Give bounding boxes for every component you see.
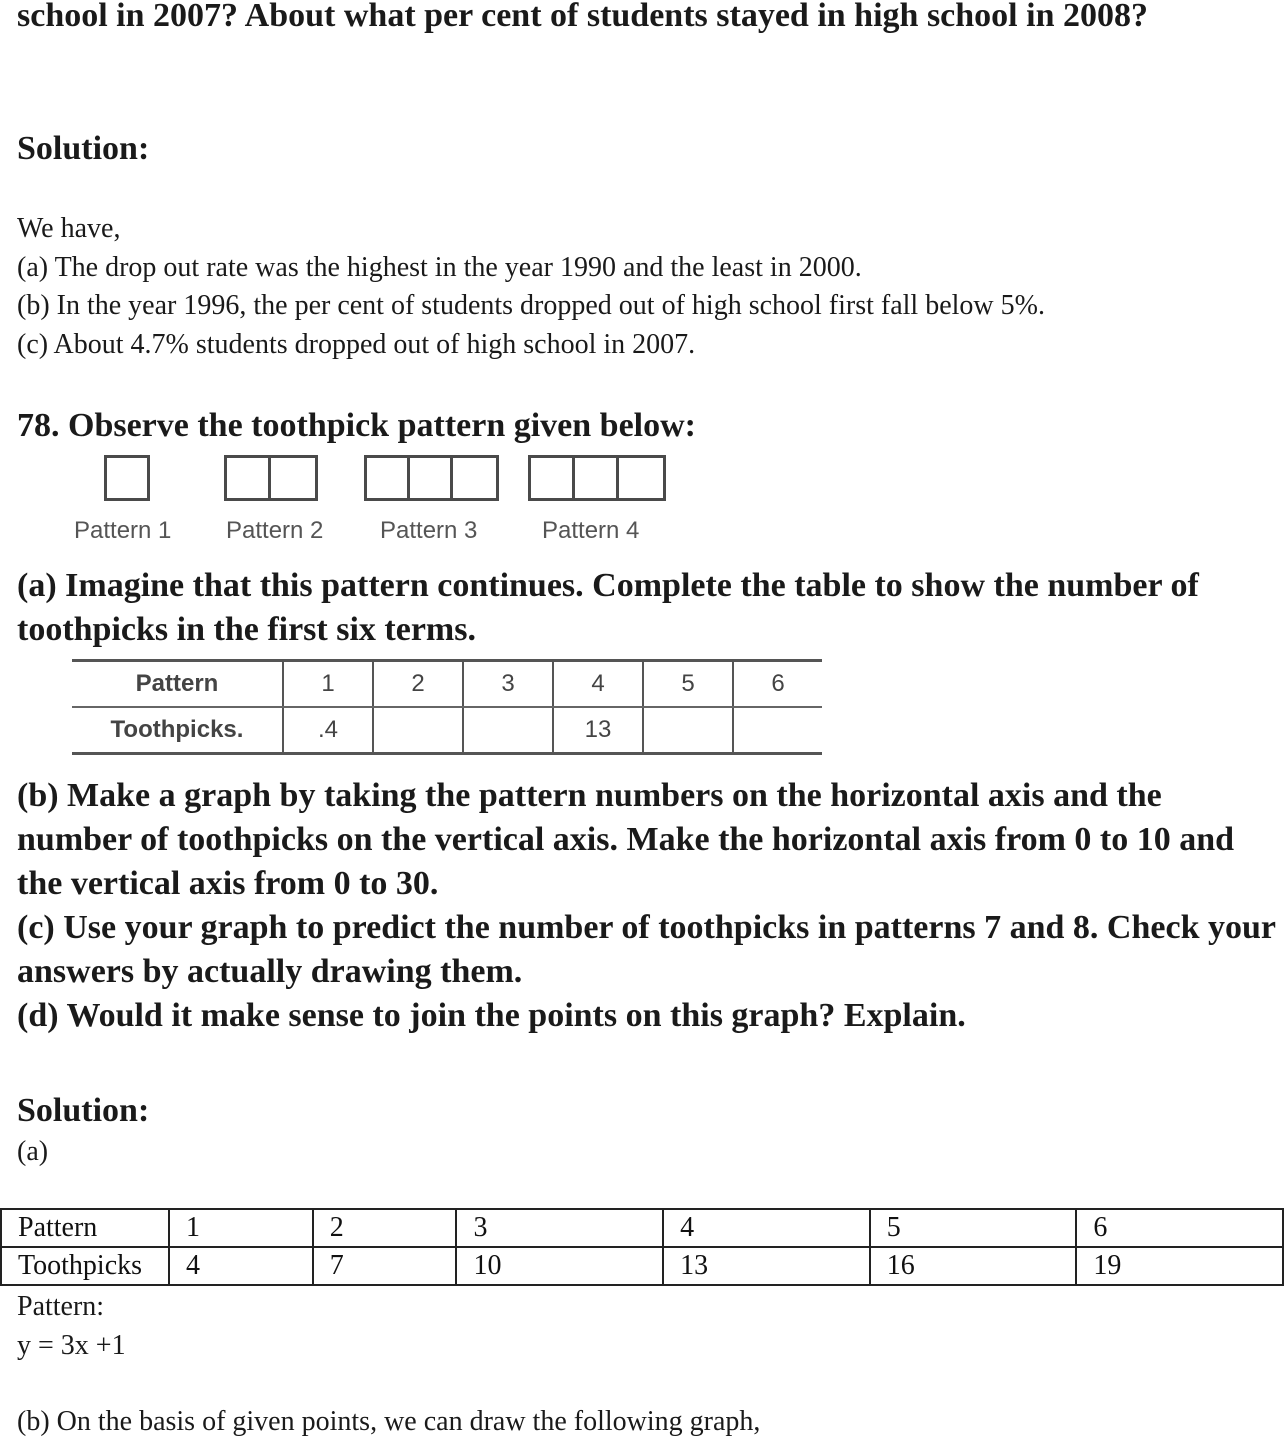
table-cell xyxy=(463,707,553,754)
square xyxy=(410,458,453,498)
table-cell: 3 xyxy=(456,1209,663,1247)
table-cell: 1 xyxy=(283,661,373,708)
table-cell: 19 xyxy=(1076,1247,1283,1285)
square xyxy=(227,458,271,498)
pattern-4-squares xyxy=(528,455,666,501)
solution-pattern-table xyxy=(0,1208,1284,1286)
pattern-label: Pattern: xyxy=(17,1291,105,1322)
table-cell: 6 xyxy=(733,661,822,708)
table-cell: 4 xyxy=(553,661,643,708)
solution-78-part-a-label: (a) xyxy=(17,1136,49,1167)
table-cell: 16 xyxy=(870,1247,1077,1285)
pattern-1-figure xyxy=(104,455,150,501)
square xyxy=(107,458,147,498)
table-cell: 4 xyxy=(169,1247,313,1285)
row-header: Toothpicks xyxy=(1,1247,169,1285)
pattern-3-squares xyxy=(364,455,499,501)
table-cell: 5 xyxy=(870,1209,1077,1247)
table-cell: 7 xyxy=(313,1247,457,1285)
square xyxy=(575,458,619,498)
solution-heading: Solution: xyxy=(17,130,150,167)
row-header: Pattern xyxy=(1,1209,169,1247)
question-78-part-c: (c) Use your graph to predict the number of toothpicks in patterns 7 and 8. Check your answers by actually drawing them. xyxy=(17,909,1276,990)
table-cell: 3 xyxy=(463,661,553,708)
solution-intro: We have, xyxy=(17,213,121,244)
table-row-pattern xyxy=(72,661,822,708)
pattern-3-figure xyxy=(364,455,499,501)
question-78-title: 78. Observe the toothpick pattern given below: xyxy=(17,407,697,444)
pattern-4-label: Pattern 4 xyxy=(542,517,640,544)
table-cell: .4 xyxy=(283,707,373,754)
question-78-parts-bcd xyxy=(17,774,1277,1038)
row-header: Pattern xyxy=(72,661,283,708)
square xyxy=(531,458,575,498)
square xyxy=(271,458,315,498)
previous-solution-body xyxy=(17,210,1045,364)
table-cell xyxy=(733,707,822,754)
solution-78-part-b: (b) On the basis of given points, we can draw the following graph, xyxy=(17,1406,761,1437)
toothpick-pattern-figure xyxy=(60,455,700,555)
table-cell: 2 xyxy=(313,1209,457,1247)
pattern-2-squares xyxy=(224,455,318,501)
pattern-4-figure xyxy=(528,455,666,501)
pattern-1-squares xyxy=(104,455,150,501)
previous-question-text: school in 2007? About what per cent of students stayed in high school in 2008? xyxy=(17,0,1148,34)
solution-line-c: (c) About 4.7% students dropped out of high school in 2007. xyxy=(17,328,696,360)
table-row-pattern xyxy=(1,1209,1283,1247)
table-cell: 5 xyxy=(643,661,733,708)
table-cell: 13 xyxy=(553,707,643,754)
table-cell: 1 xyxy=(169,1209,313,1247)
table-row-toothpicks xyxy=(1,1247,1283,1285)
table-cell: 6 xyxy=(1076,1209,1283,1247)
question-78-part-b: (b) Make a graph by taking the pattern numbers on the horizontal axis and the number of toothpicks on the vertical axis. Make the horizontal axis from 0 to 10 and the vertical axis from 0 to 30. xyxy=(17,777,1235,902)
pattern-formula-block xyxy=(17,1288,126,1365)
solution-78-heading: Solution: xyxy=(17,1092,150,1129)
square xyxy=(453,458,496,498)
pattern-2-label: Pattern 2 xyxy=(226,517,324,544)
square xyxy=(367,458,410,498)
square xyxy=(619,458,663,498)
table-cell xyxy=(643,707,733,754)
table-cell: 2 xyxy=(373,661,463,708)
solution-line-a: (a) The drop out rate was the highest in the year 1990 and the least in 2000. xyxy=(17,251,862,283)
pattern-1-label: Pattern 1 xyxy=(74,517,172,544)
question-78-part-d: (d) Would it make sense to join the points on this graph? Explain. xyxy=(17,997,966,1034)
table-cell: 4 xyxy=(663,1209,870,1247)
pattern-2-figure xyxy=(224,455,318,501)
row-header: Toothpicks. xyxy=(72,707,283,754)
solution-line-b: (b) In the year 1996, the per cent of students dropped out of high school first fall below 5%. xyxy=(17,290,1045,321)
table-cell: 13 xyxy=(663,1247,870,1285)
pattern-3-label: Pattern 3 xyxy=(380,517,478,544)
pattern-formula: y = 3x +1 xyxy=(17,1329,126,1361)
given-pattern-table xyxy=(72,659,822,755)
question-78-part-a: (a) Imagine that this pattern continues. Complete the table to show the number of toothpicks in the first six terms. xyxy=(17,567,1199,648)
table-row-toothpicks xyxy=(72,707,822,754)
table-cell xyxy=(373,707,463,754)
table-cell: 10 xyxy=(456,1247,663,1285)
